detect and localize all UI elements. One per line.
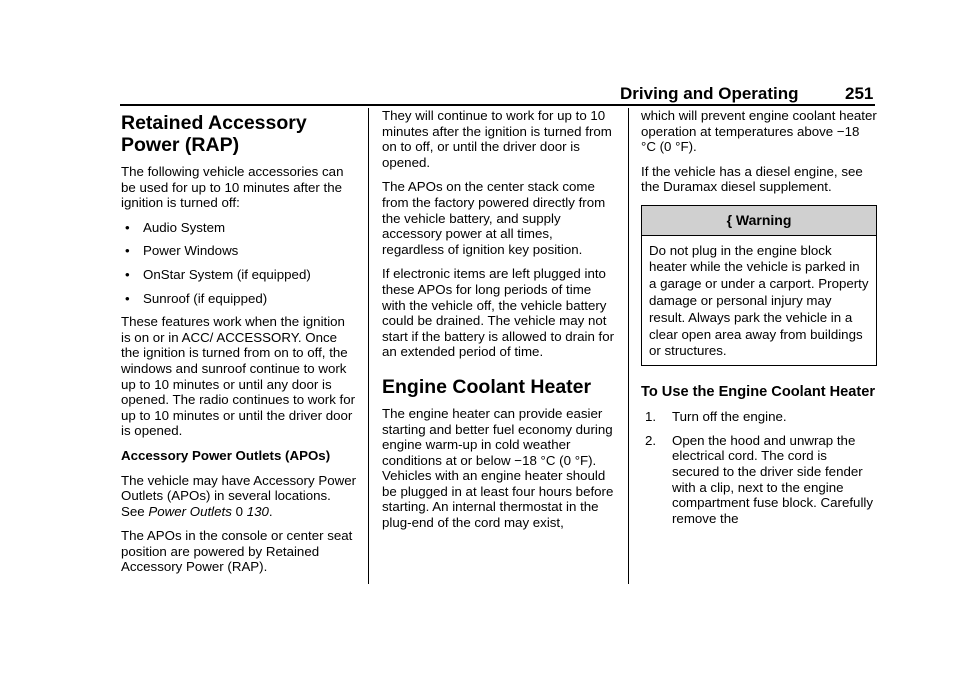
list-item: 2. Open the hood and unwrap the electrical cord. The cord is secured to the driver side fender with a clip, next to the engine compartment fuse block. Carefully remove the <box>645 432 874 526</box>
coolant-heater-heading: Engine Coolant Heater <box>382 375 592 398</box>
page-number: 251 <box>845 84 874 103</box>
column-divider-2 <box>628 108 629 584</box>
apo-locations: The vehicle may have Accessory Power Outlets (APOs) in several locations. See Power Outlets 0 130. <box>121 472 357 519</box>
list-item: • Power Windows <box>121 243 357 259</box>
column-3 <box>641 108 877 534</box>
column-1 <box>121 108 357 584</box>
column-2 <box>382 108 618 540</box>
coolant-heater-intro: The engine heater can provide easier starting and better fuel economy during engine warm-up in cold weather conditions at or below −18 °C (0 °F). Vehicles with an engine heater should be plugged in at least four hours before starting. An internal thermostat in the plug-end of the cord may exist, <box>382 405 614 531</box>
use-heater-subheading: To Use the Engine Coolant Heater <box>641 384 876 401</box>
list-item: • Sunroof (if equipped) <box>121 291 357 307</box>
warning-header: { Warning <box>642 206 876 236</box>
warning-text: Do not plug in the engine block heater while the vehicle is parked in a garage or under a carport. Property damage or personal injury may result. Always park the vehicle in a clear open area away from buildings or structures. <box>649 242 869 359</box>
column-divider-1 <box>368 108 369 584</box>
header-rule <box>120 104 875 106</box>
diesel-note: If the vehicle has a diesel engine, see the Duramax diesel supplement. <box>641 163 863 195</box>
rap-intro: The following vehicle accessories can be used for up to 10 minutes after the ignition is turned off: <box>121 164 344 211</box>
apo-rap-note: The APOs in the console or center seat position are powered by Retained Accessory Power (RAP). <box>121 528 353 575</box>
list-item: 1. Turn off the engine. <box>645 409 787 425</box>
rap-heading: Retained Accessory Power (RAP) <box>121 112 307 156</box>
thermostat-note: which will prevent engine coolant heater operation at temperatures above −18 °C (0 °F). <box>641 108 877 155</box>
page-ref-icon: 0 <box>235 503 243 519</box>
apo-center-stack: The APOs on the center stack come from the factory powered directly from the vehicle battery, and supply accessory power at all times, regardless of ignition key position. <box>382 179 606 257</box>
section-title: Driving and Operating <box>620 84 799 103</box>
list-item: • OnStar System (if equipped) <box>121 267 357 283</box>
apo-subheading: Accessory Power Outlets (APOs) <box>121 447 331 463</box>
power-outlets-link[interactable]: Power Outlets <box>148 503 232 519</box>
warning-box <box>641 205 877 366</box>
apo-duration: They will continue to work for up to 10 minutes after the ignition is turned from on to off, or until the driver door is opened. <box>382 108 612 170</box>
battery-drain: If electronic items are left plugged into these APOs for long periods of time with the vehicle off, the vehicle battery could be drained. The vehicle may not start if the battery is allowed to drain for an extended period of time. <box>382 266 615 360</box>
list-item: • Audio System <box>121 220 357 236</box>
rap-features: These features work when the ignition is on or in ACC/ ACCESSORY. Once the ignition is turned from on to off, the windows and sunroof continue to work up to 10 minutes or until any door is opened. The radio continues to work for up to 10 minutes or until the driver door is opened. <box>121 314 356 439</box>
page-ref[interactable]: 130 <box>246 503 269 519</box>
warning-icon: { <box>726 211 733 228</box>
